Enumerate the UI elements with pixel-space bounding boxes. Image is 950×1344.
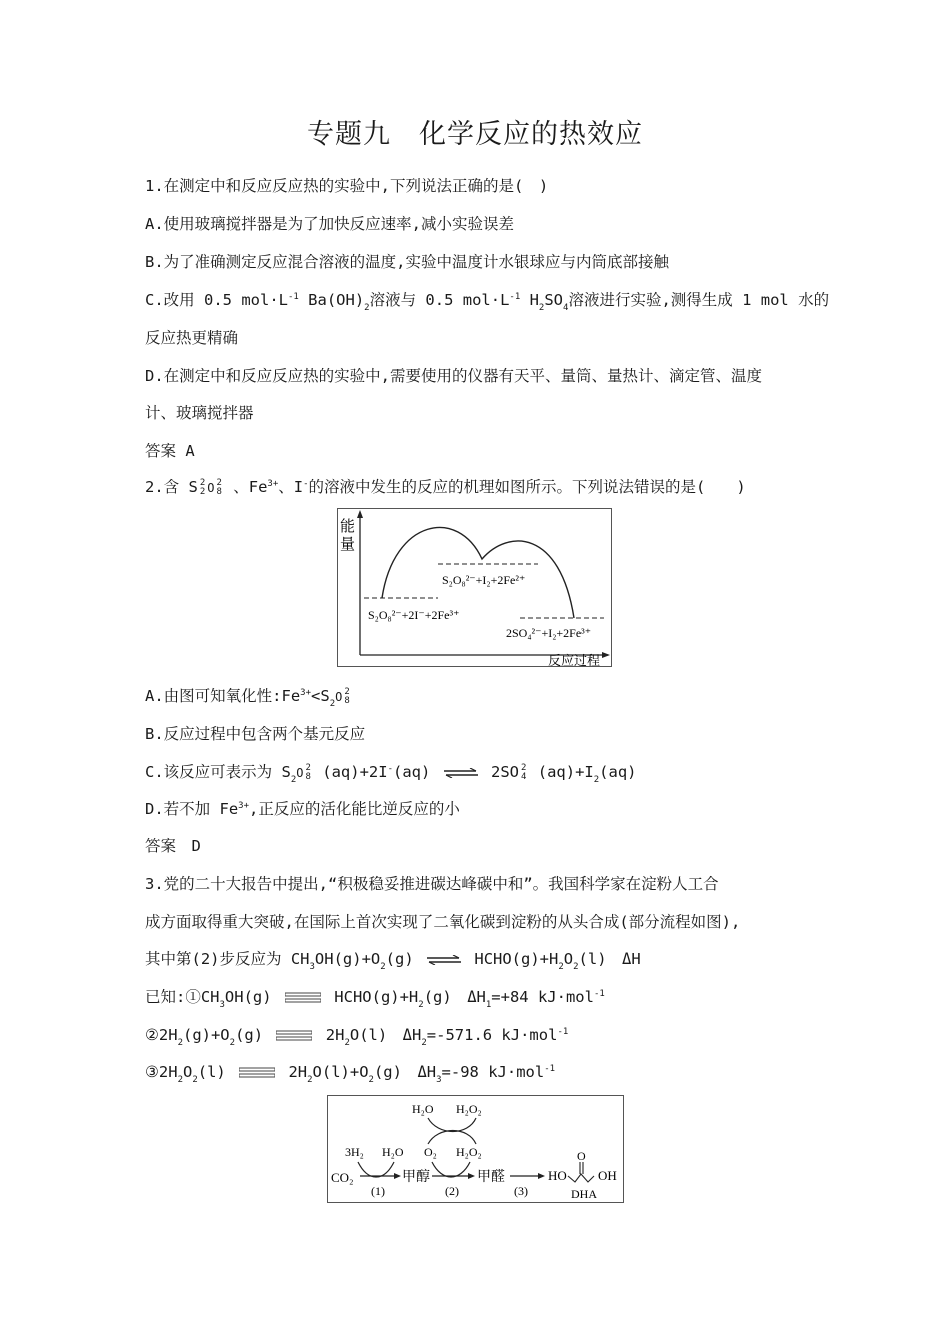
q2-c-part3: (aq) [392,763,431,781]
equals-sign-1 [285,992,321,1004]
q2-option-d: D.若不加 $Fe^{3+}$,正反应的活化能比逆反应的小 [145,800,460,818]
q1-option-c-cont: 反应热更精确 [145,329,239,347]
q1-answer: 答案 A [145,442,195,460]
q2-d-part2: ,正反应的活化能比逆反应的小 [249,800,460,818]
q2-d-part1: D.若不加 Fe [145,800,239,818]
q2-answer: 答案 D [145,837,201,855]
q3-l6-part4: 2H [288,1063,308,1081]
q1-c-part6: 溶液进行实验,测得生成 1 mol 水的 [568,291,830,309]
energy-diagram [337,508,612,667]
y-axis-arrow [357,510,363,518]
dha-ho-label: HO [548,1168,567,1183]
q3-l5-part4: 2H [325,1026,345,1044]
page-title: 专题九 化学反应的热效应 [307,119,643,150]
q3-l5-part6: =-571.6 kJ·mol [426,1026,558,1044]
q3-l3-part3: (g) [385,950,414,968]
q1-option-b: B.为了准确测定反应混合溶液的温度,实验中温度计水银球应与内筒底部接触 [145,253,669,271]
q3-line-2: 成方面取得重大突破,在国际上首次实现了二氧化碳到淀粉的从头合成(部分流程如图), [145,913,741,931]
formaldehyde-label: 甲醛 [477,1170,505,1185]
dha-o-label: O [577,1149,586,1163]
q3-l6-part2: O [182,1063,193,1081]
q2-option-a: A.由图可知氧化性$:Fe^{3+}<S_2O$ 2 8 [145,686,350,709]
q3-l3-part5: O [563,950,574,968]
q1-option-a: A.使用玻璃搅拌器是为了加快反应速率,减小实验误差 [145,215,514,233]
q2-option-b: B.反应过程中包含两个基元反应 [145,725,366,743]
q3-l4-part1: 已知:①CH [145,988,220,1006]
q2-option-c: C.该反应可表示为 $S_2O$ 2 8 (aq)+2I-(aq) 2SO 2 4 $(aq)+I_2(aq)$ [145,762,637,785]
equilibrium-arrow-2 [427,955,461,965]
dha-label: DHA [571,1187,597,1201]
x-axis-arrow [602,652,610,658]
q3-line-5: $②2H_2(g)+O_2(g)$ $2H_2O(l)$ $\Delta H_2=-571.6$ kJ·mol$^{-1}$ [145,1026,569,1048]
methanol-label: 甲醇 [402,1170,430,1185]
step3-label: (3) [514,1184,528,1198]
q2-a-part2: <S [311,687,330,705]
h2o-label-1: H₂O [382,1145,404,1159]
q3-line-4: 已知$:①CH_3OH(g)$ $HCHO(g)+H_2(g)$ $\Delta H_1=+84$ kJ·mol$^{-1}$ [145,988,605,1010]
q2-c-part1: C.该反应可表示为 S [145,763,291,781]
q3-l3-part1: 其中第(2)步反应为 CH [145,950,310,968]
synthesis-flow-diagram [327,1095,624,1203]
equals-sign-3 [239,1067,275,1079]
h2o2-top-label: H₂O₂ [456,1102,482,1116]
q2-c-part5: (aq)+I [528,763,594,781]
q1-c-part1: C.改用 0.5 mol·L [145,291,288,309]
step2-label: (2) [445,1184,459,1198]
q1-option-d-cont: 计、玻璃搅拌器 [145,404,254,422]
q2-c-part6: (aq) [599,763,637,781]
q3-l4-part5: =+84 kJ·mol [491,988,594,1006]
q3-l5-part5: O(l) ΔH [349,1026,422,1044]
q3-l4-part4: (g) ΔH [423,988,486,1006]
q3-l3-part4: HCHO(g)+H [474,950,559,968]
q3-l4-part3: HCHO(g)+H [334,988,419,1006]
q3-l4-part2: OH(g) [224,988,272,1006]
q3-line-1: 3.党的二十大报告中提出,“积极稳妥推进碳达峰碳中和”。我国科学家在淀粉人工合 [145,875,719,893]
q2-stem-part4: 的溶液中发生的反应的机理如图所示。下列说法错误的是( ) [308,478,746,496]
cycle-top [428,1118,476,1132]
y-axis-label-1: 能 [340,519,356,535]
q1-option-d: D.在测定中和反应反应热的实验中,需要使用的仪器有天平、量筒、量热计、滴定管、温度 [145,367,762,385]
dha-oh-label: OH [598,1168,617,1183]
cycle-bottom [428,1131,476,1145]
q1-c-part5: SO [544,291,564,309]
q3-l5-part2: (g)+O [182,1026,230,1044]
q1-c-part2: Ba(OH) [298,291,365,309]
q3-l6-part7: =-98 kJ·mol [441,1063,545,1081]
x-axis-label: 反应过程 [548,653,601,666]
y-axis-label-2: 量 [340,537,356,553]
h2o2-label-1: H₂O₂ [456,1145,482,1159]
q3-l6-part3: (l) [197,1063,226,1081]
q2-a-part1: A.由图可知氧化性:Fe [145,687,301,705]
step1-label: (1) [371,1184,385,1198]
q3-line-3: 其中第(2)步反应为 $CH_3OH(g)+O_2(g)$ $HCHO(g)+H_2O_2(l)$ ΔH [145,950,641,972]
q3-l5-part1: ②2H [145,1026,178,1044]
q3-l6-part1: ③2H [145,1063,178,1081]
q1-option-c: C.改用 0.5 $mol\cdot L^{-1}$ $Ba(OH)_2$溶液与 0.5 $mol\cdot L^{-1}$ $H_2SO_4$溶液进行实验,测得生成 1 mol 水的 [145,291,830,313]
level-start-label: S₂O₈²⁻+2I⁻+2Fe³⁺ [368,608,460,622]
q3-l3-part6: (l) ΔH [578,950,641,968]
q1-c-part4: H [520,291,539,309]
o2-label: O₂ [424,1145,437,1159]
co2-label: CO₂ [331,1170,354,1185]
q2-stem-part1: 2.含 S [145,478,198,496]
step2-curve [432,1162,470,1177]
q3-l6-part5: O(l)+O [312,1063,369,1081]
q3-l6-part6: (g) ΔH [373,1063,437,1081]
level-mid-label: S₂O₈²⁻+I₂+2Fe²⁺ [442,573,526,587]
q2-c-part4: 2SO [491,763,519,781]
q3-l3-part2: OH(g)+O [314,950,381,968]
q1-c-part3: 溶液与 0.5 mol·L [369,291,510,309]
q3-l5-part3: (g) [235,1026,264,1044]
q2-stem-part3: 、I [278,478,304,496]
equilibrium-arrow [444,768,478,778]
h2o-top-label: H₂O [412,1102,434,1116]
q1-stem: 1.在测定中和反应反应热的实验中,下列说法正确的是( ) [145,177,549,195]
equals-sign-2 [276,1030,312,1042]
level-end-label: 2SO₄²⁻+I₂+2Fe³⁺ [506,626,592,640]
q2-c-part2: (aq)+2I [312,763,388,781]
q2-stem-part2: 、Fe [223,478,268,496]
step1-curve [358,1162,394,1177]
q3-line-6: $③2H_2O_2(l)$ $2H_2O(l)+O_2(g)$ $\Delta H_3=-98$ kJ·mol$^{-1}$ [145,1063,556,1085]
q2-stem: 2.含 S 2 2 O 2 8 、$Fe^{3+}$、I-的溶液中发生的反应的机理如图所示。下列说法错误的是( ) [145,477,746,497]
h2-label: 3H₂ [345,1145,364,1159]
dha-skeleton [568,1174,594,1182]
